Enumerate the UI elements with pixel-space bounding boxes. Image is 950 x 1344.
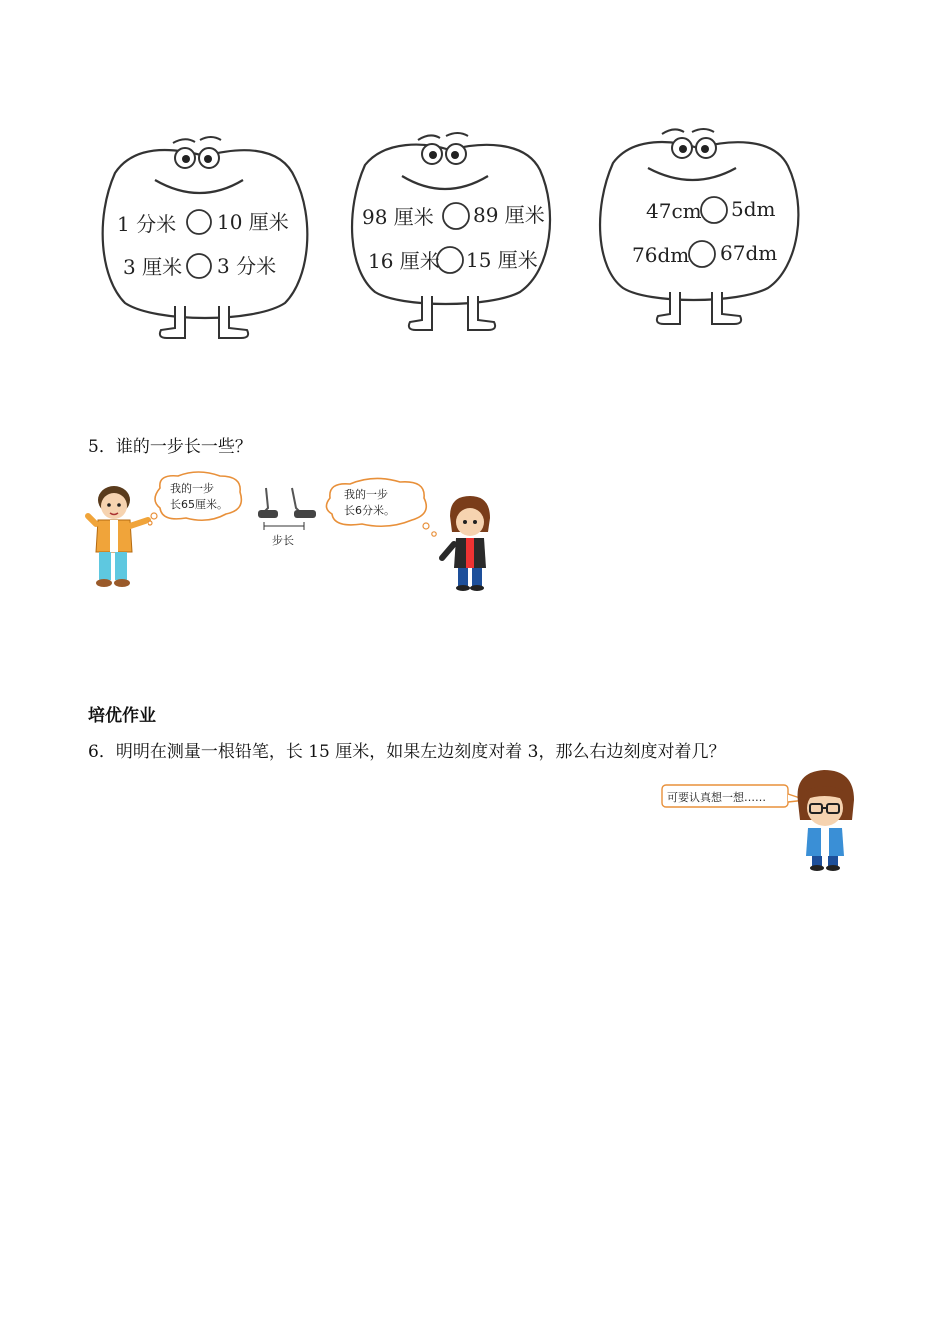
bubble2-line2: 长6分米。 (344, 504, 395, 517)
monster1-row2-left: 3 厘米 (123, 255, 183, 279)
question-5-text: 5．谁的一步长一些？ (88, 437, 252, 457)
monster1-row1-right: 10 厘米 (217, 210, 289, 234)
monster1-row1-left: 1 分米 (117, 212, 177, 236)
monster2-row2-right: 15 厘米 (466, 248, 538, 272)
monster3-row1-left: 47cm (646, 199, 702, 223)
step-length-diagram (252, 486, 326, 552)
step-length-label: 步长 (272, 534, 294, 547)
monster2-row1-right: 89 厘米 (473, 203, 545, 227)
bubble1-line2: 长65厘米。 (170, 498, 228, 511)
section-title: 培优作业 (88, 706, 156, 726)
monster3-row2-left: 76dm (632, 243, 690, 267)
hint-bubble (660, 782, 810, 812)
boy-glasses-illustration (790, 766, 860, 872)
monster2-row1-left: 98 厘米 (362, 205, 434, 229)
speech-bubble-right (322, 476, 442, 540)
comparison-monster-3 (588, 118, 808, 333)
hint-text: 可要认真想一想…… (667, 791, 766, 804)
monster2-row2-left: 16 厘米 (368, 249, 440, 273)
speech-bubble-left (148, 470, 248, 528)
question-6-text: 6．明明在测量一根铅笔，长 15 厘米，如果左边刻度对着 3，那么右边刻度对着几？ (88, 742, 726, 762)
comparison-monster-1 (95, 118, 315, 348)
comparison-monster-2 (340, 120, 560, 340)
monster1-row2-right: 3 分米 (217, 254, 277, 278)
monster3-row1-right: 5dm (731, 197, 776, 221)
boy-right-illustration (436, 494, 500, 592)
monster3-row2-right: 67dm (720, 241, 778, 265)
bubble1-line1: 我的一步 (170, 482, 214, 495)
bubble2-line1: 我的一步 (344, 488, 388, 501)
